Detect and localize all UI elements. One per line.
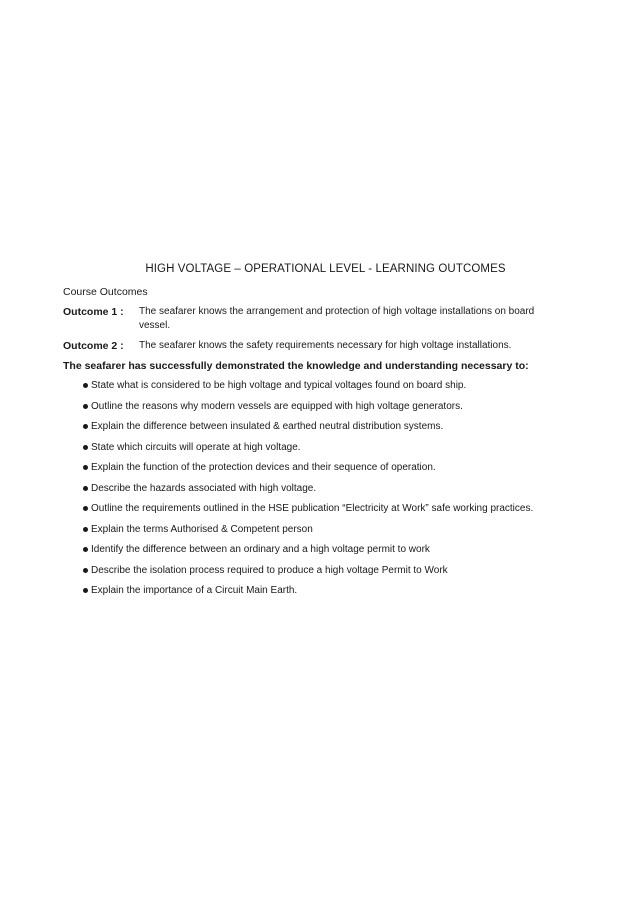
outcome-label: Outcome 2 :	[63, 340, 124, 352]
bullet-icon	[83, 445, 88, 450]
list-item-text: Outline the reasons why modern vessels are equipped with high voltage generators.	[91, 400, 463, 412]
outcome-text: The seafarer knows the arrangement and protection of high voltage installations on board vessel.	[139, 306, 535, 331]
list-item-text: Explain the importance of a Circuit Main Earth.	[91, 585, 298, 596]
list-item-text: Explain the function of the protection devices and their sequence of operation.	[91, 462, 436, 473]
list-item-text: Outline the requirements outlined in the HSE publication “Electricity at Work” safe working practices.	[91, 503, 534, 514]
outcome-label: Outcome 1 :	[63, 306, 124, 318]
learning-outcome-list	[63, 379, 568, 599]
list-item	[63, 584, 568, 599]
list-item	[63, 523, 568, 538]
list-item-text: Explain the difference between insulated & earthed neutral distribution systems.	[91, 421, 444, 432]
list-item	[63, 461, 568, 476]
outcome-text: The seafarer knows the safety requirements necessary for high voltage installations.	[139, 340, 512, 351]
list-item-text: State which circuits will operate at high voltage.	[91, 441, 301, 453]
learning-intro: The seafarer has successfully demonstrated the knowledge and understanding necessary to:	[63, 360, 529, 372]
list-item	[63, 379, 568, 394]
list-item	[63, 564, 568, 579]
section-label-course-outcomes: Course Outcomes	[63, 286, 148, 298]
outcome-2	[63, 339, 568, 353]
bullet-icon	[83, 424, 88, 429]
bullet-icon	[83, 506, 88, 511]
bullet-icon	[83, 527, 88, 532]
outcome-1	[63, 305, 568, 333]
document-body	[63, 262, 568, 605]
bullet-icon	[83, 547, 88, 552]
document-title: HIGH VOLTAGE – OPERATIONAL LEVEL - LEARNING OUTCOMES	[145, 263, 506, 275]
list-item	[63, 482, 568, 497]
list-item	[63, 441, 568, 456]
list-item	[63, 502, 568, 517]
list-item-text: State what is considered to be high voltage and typical voltages found on board ship.	[91, 380, 467, 391]
bullet-icon	[83, 588, 88, 593]
bullet-icon	[83, 568, 88, 573]
list-item	[63, 400, 568, 415]
list-item-text: Explain the terms Authorised & Competent person	[91, 523, 313, 535]
bullet-icon	[83, 383, 88, 388]
list-item-text: Describe the hazards associated with high voltage.	[91, 482, 317, 494]
bullet-icon	[83, 404, 88, 409]
list-item-text: Describe the isolation process required to produce a high voltage Permit to Work	[91, 564, 448, 576]
list-item-text: Identify the difference between an ordinary and a high voltage permit to work	[91, 544, 430, 555]
list-item	[63, 420, 568, 435]
list-item	[63, 543, 568, 558]
bullet-icon	[83, 465, 88, 470]
bullet-icon	[83, 486, 88, 491]
